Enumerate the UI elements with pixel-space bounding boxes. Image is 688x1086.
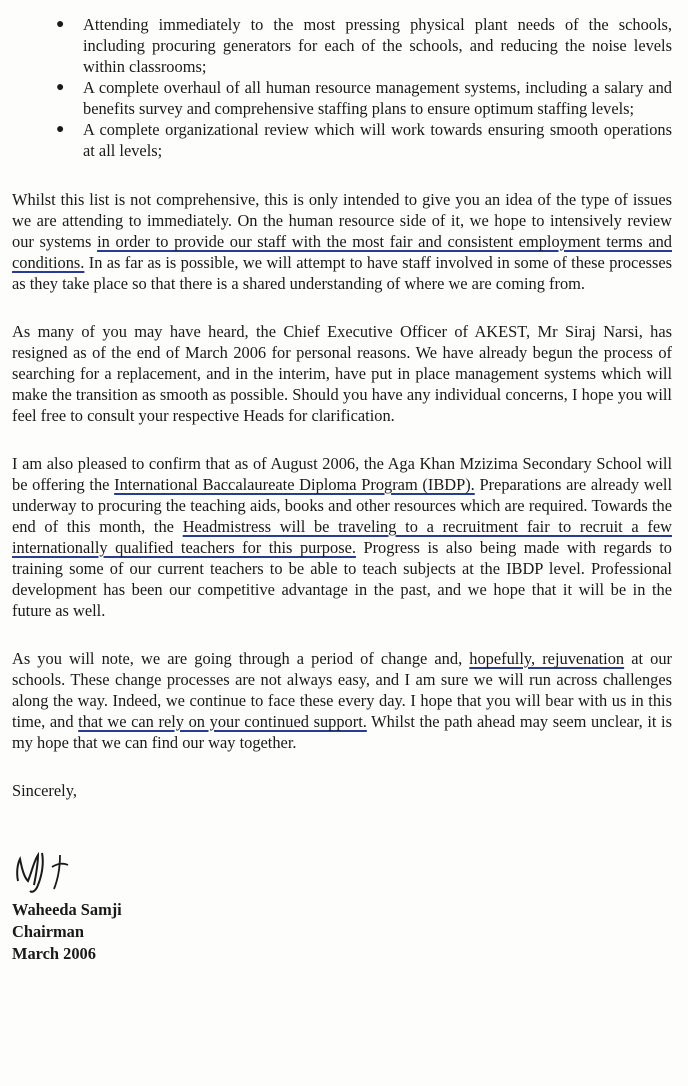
bullet-list [12, 14, 672, 161]
signatory-name: Waheeda Samji [12, 900, 122, 919]
handwritten-signature [12, 841, 672, 899]
underlined-text: that we can rely on your continued support. [78, 712, 367, 731]
letter-date: March 2006 [12, 944, 96, 963]
closing-salutation: Sincerely, [12, 781, 77, 800]
paragraph-ibdp: I am also pleased to confirm that as of August 2006, the Aga Khan Mzizima Secondary School will be offering the International Baccalaureate Diploma Program (IBDP). Preparations are already well underway to procuring the teaching aids, books and other resources which are required. Towards the end of this month, the Headmistress will be traveling to a recruitment fair to recruit a few internationally qualified teachers for this purpose. Progress is also being made with regards to training some of our current teachers to be able to teach subjects at the IBDP level. Professional development has been our competitive advantage in the past, and we hope that it will be in the future as well. [12, 454, 673, 620]
bullet-icon: ● [56, 122, 65, 137]
paragraph-ceo-resignation: As many of you may have heard, the Chief Executive Officer of AKEST, Mr Siraj Narsi, has resigned as of the end of March 2006 for personal reasons. We have already begun the process of searching for a replacement, and in the interim, have put in place management systems which will make the transition as smooth as possible. Should you have any individual concerns, I hope you will feel free to consult your respective Heads for clarification. [12, 322, 672, 425]
list-item: ● A complete organizational review which will work towards ensuring smooth operations at all levels; [56, 120, 672, 160]
list-item: ● A complete overhaul of all human resource management systems, including a salary and benefits survey and comprehensive staffing plans to ensure optimum staffing levels; [56, 78, 672, 118]
underlined-text: Headmistress will be traveling to a recruitment fair to recruit a few internationally qualified teachers for this purpose. [12, 517, 672, 557]
bullet-icon: ● [56, 80, 65, 95]
underlined-text: hopefully, rejuvenation [469, 649, 625, 668]
paragraph-hr-review: Whilst this list is not comprehensive, this is only intended to give you an idea of the type of issues we are attending to immediately. On the human resource side of it, we hope to intensively review our systems in order to provide our staff with the most fair and consistent employment terms and conditions. In as far as is possible, we will attempt to have staff involved in some of these processes as they take place so that there is a shared understanding of where we are coming from. [12, 190, 672, 293]
signature-image [12, 841, 132, 899]
underlined-text: International Baccalaureate Diploma Program (IBDP). [114, 475, 475, 494]
bullet-icon: ● [56, 17, 65, 32]
list-item: ● Attending immediately to the most pressing physical plant needs of the schools, including procuring generators for each of the schools, and reducing the noise levels within classrooms; [56, 15, 672, 76]
underlined-text: in order to provide our staff with the most fair and consistent employment terms and conditions. [12, 232, 672, 272]
paragraph-change: As you will note, we are going through a period of change and, hopefully, rejuvenation at our schools. These change processes are not always easy, and I am sure we will run across challenges along the way. Indeed, we continue to face these every day. I hope that you will bear with us in this time, and that we can rely on your continued support. Whilst the path ahead may seem unclear, it is my hope that we can find our way together. [12, 649, 673, 752]
signatory-block [12, 899, 672, 965]
letter-body [12, 14, 672, 965]
signatory-title: Chairman [12, 922, 84, 941]
